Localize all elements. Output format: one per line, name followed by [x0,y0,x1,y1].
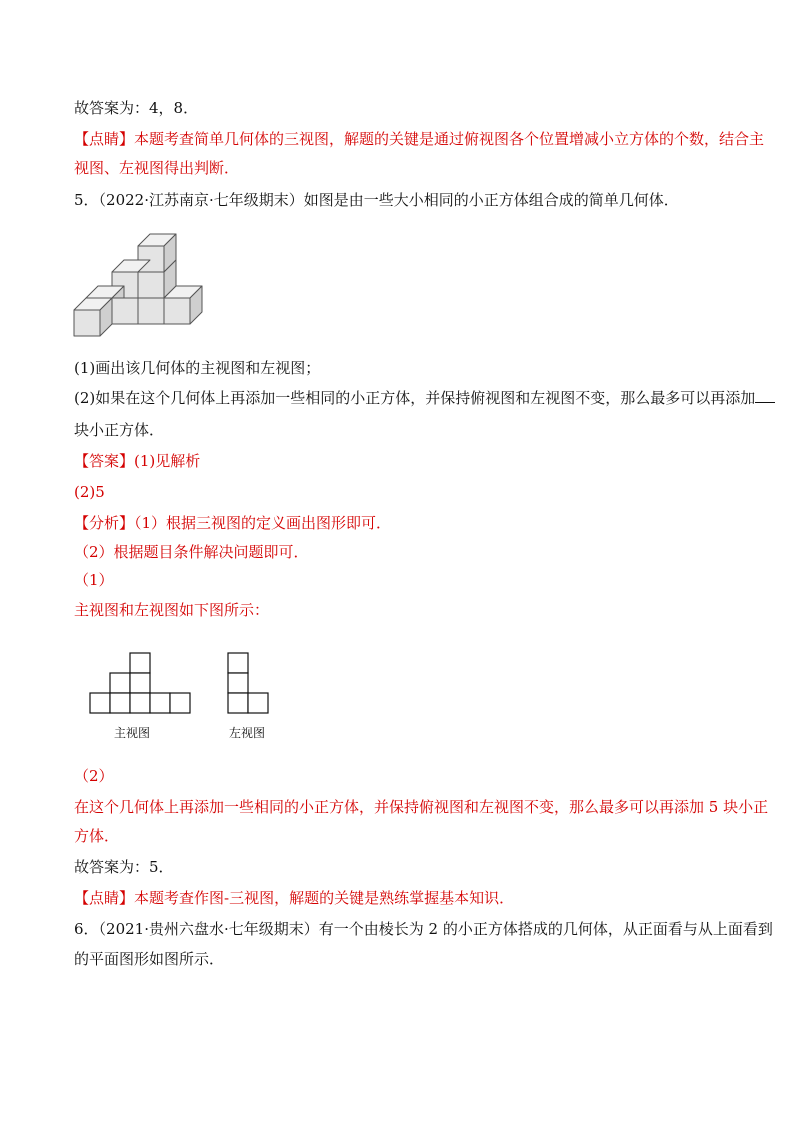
answer-part2-text: (2)5 [74,483,105,501]
solution-part1-label [74,570,726,590]
left-view-caption: 左视图 [229,726,266,740]
left-view-figure [227,652,271,716]
question-5-stem [74,190,726,210]
cube-front-left [74,298,112,336]
solution-part2-body-text: 在这个几何体上再添加一些相同的小正方体，并保持俯视图和左视图不变，那么最多可以再添加 5 块小正 [74,798,769,816]
part2-text: (2)如果在这个几何体上再添加一些相同的小正方体，并保持俯视图和左视图不变，那么最多可以再添加 [74,389,756,407]
analysis-line [74,513,726,533]
comment-text: 【点睛】本题考查简单几何体的三视图，解题的关键是通过俯视图各个位置增减小立方体的个数，结合主 [74,130,765,148]
answer-part2-line [74,482,726,502]
question-5-part2-cont [74,420,726,440]
answer-blank[interactable] [755,388,775,403]
solution-views-intro [74,600,726,620]
answer-line-q4 [74,98,726,118]
question-6-text: 6．（2021·贵州六盘水·七年级期末）有一个由棱长为 2 的小正方体搭成的几何体，从正面看与从上面看到 [74,920,773,938]
comment-line-q5 [74,888,726,908]
solution-part2-body-cont-text: 方体． [74,827,120,845]
answer-text: 故答案为：4，8． [74,99,199,117]
question-6-text-cont: 的平面图形如图所示． [74,950,225,968]
solution-part2-body [74,797,769,817]
solution-part2-label [74,766,726,786]
solution-views-text: 主视图和左视图如下图所示： [74,601,270,619]
part1-text: (1)画出该几何体的主视图和左视图； [74,359,321,377]
solution-part2-body-cont [74,826,726,846]
comment-text-cont: 视图、左视图得出判断． [74,159,240,177]
cube-solid-figure [72,226,212,338]
analysis-text-2: （2）根据题目条件解决问题即可． [74,543,309,561]
question-5-part2 [74,388,756,408]
comment-line-q4 [74,129,765,149]
analysis-text: 【分析】（1）根据三视图的定义画出图形即可． [74,514,392,532]
front-view-figure [89,652,193,716]
answer-label-text: 【答案】(1)见解析 [74,452,201,470]
question-5-part1 [74,358,726,378]
answer-q5-text: 故答案为：5． [74,858,174,876]
question-6-stem-cont [74,949,726,969]
part2-text-cont: 块小正方体． [74,421,165,439]
comment-q5-text: 【点睛】本题考查作图-三视图，解题的关键是熟练掌握基本知识． [74,889,515,907]
front-view-caption: 主视图 [114,726,151,740]
comment-line-q4-cont [74,158,726,178]
question-6-stem [74,919,773,939]
answer-line-q5 [74,857,726,877]
analysis-line-2 [74,542,726,562]
answer-label-line [74,451,726,471]
question-5-text: 5．（2022·江苏南京·七年级期末）如图是由一些大小相同的小正方体组合成的简单几何体． [74,191,679,209]
solution-part2-text: （2） [74,767,114,785]
solution-part1-text: （1） [74,571,114,589]
